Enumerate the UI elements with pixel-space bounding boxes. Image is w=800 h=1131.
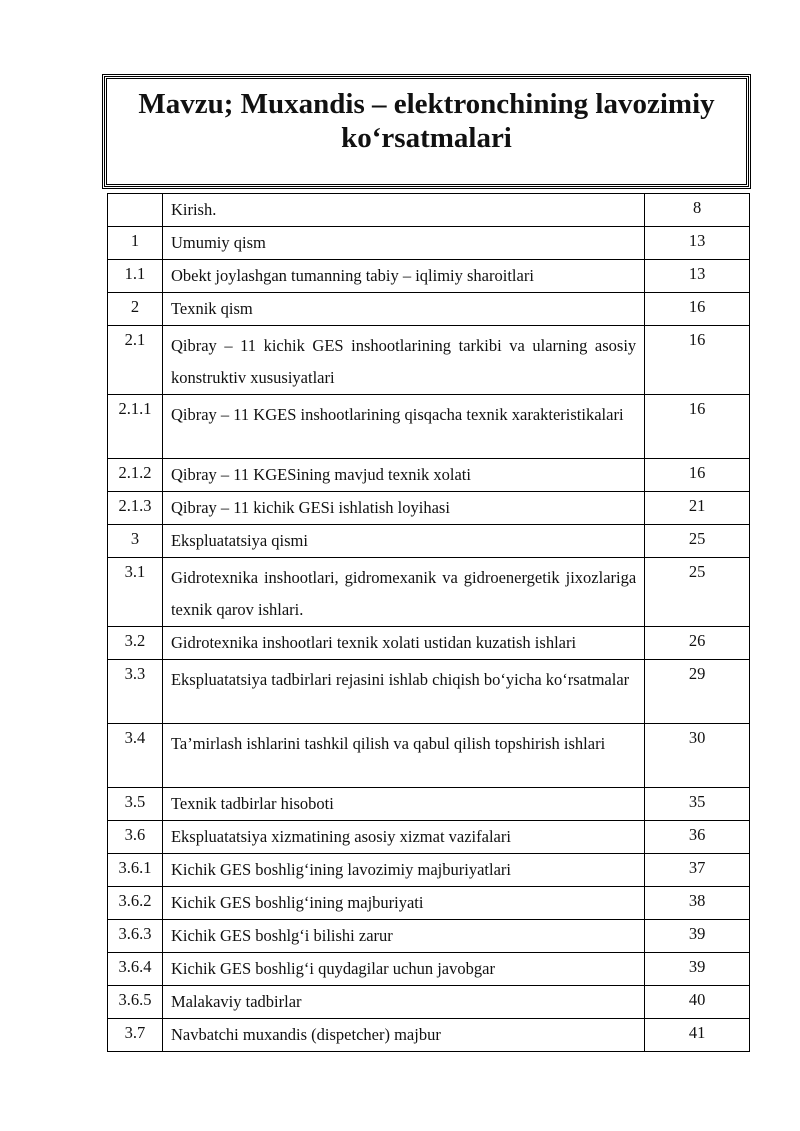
toc-row	[108, 887, 750, 920]
toc-row	[108, 627, 750, 660]
toc-number: 3.6	[108, 821, 163, 854]
toc-page-number: 16	[645, 459, 750, 492]
toc-entry-text: Texnik tadbirlar hisoboti	[162, 788, 644, 821]
toc-entry-text: Ekspluatatsiya qismi	[162, 525, 644, 558]
toc-row	[108, 260, 750, 293]
toc-entry-text: Ta’mirlash ishlarini tashkil qilish va qabul qilish topshirish ishlari	[162, 724, 644, 788]
toc-number: 3.6.2	[108, 887, 163, 920]
toc-row	[108, 854, 750, 887]
toc-page-number: 21	[645, 492, 750, 525]
toc-entry-text: Qibray – 11 kichik GESi ishlatish loyihasi	[162, 492, 644, 525]
toc-entry-text: Ekspluatatsiya xizmatining asosiy xizmat vazifalari	[162, 821, 644, 854]
toc-row	[108, 395, 750, 459]
toc-number: 3.7	[108, 1019, 163, 1052]
toc-page-number: 16	[645, 326, 750, 395]
toc-number: 1.1	[108, 260, 163, 293]
toc-number: 2.1.3	[108, 492, 163, 525]
toc-row	[108, 986, 750, 1019]
toc-number: 2.1.2	[108, 459, 163, 492]
toc-row	[108, 459, 750, 492]
toc-page-number: 35	[645, 788, 750, 821]
toc-entry-text: Gidrotexnika inshootlari texnik xolati ustidan kuzatish ishlari	[162, 627, 644, 660]
toc-entry-text: Navbatchi muxandis (dispetcher) majbur	[162, 1019, 644, 1052]
toc-page-number: 41	[645, 1019, 750, 1052]
toc-row	[108, 492, 750, 525]
toc-number: 2.1	[108, 326, 163, 395]
toc-row	[108, 227, 750, 260]
toc-page-number: 25	[645, 558, 750, 627]
toc-entry-text: Kichik GES boshlig‘ining lavozimiy majburiyatlari	[162, 854, 644, 887]
toc-row	[108, 194, 750, 227]
toc-entry-text: Kichik GES boshlig‘ining majburiyati	[162, 887, 644, 920]
toc-row	[108, 525, 750, 558]
toc-number: 3.2	[108, 627, 163, 660]
toc-entry-text: Umumiy qism	[162, 227, 644, 260]
toc-number: 1	[108, 227, 163, 260]
toc-entry-text: Obekt joylashgan tumanning tabiy – iqlimiy sharoitlari	[162, 260, 644, 293]
toc-page-number: 39	[645, 953, 750, 986]
toc-page-number: 30	[645, 724, 750, 788]
toc-entry-text: Qibray – 11 KGESining mavjud texnik xolati	[162, 459, 644, 492]
toc-page-number: 25	[645, 525, 750, 558]
toc-page-number: 39	[645, 920, 750, 953]
toc-entry-text: Gidrotexnika inshootlari, gidromexanik va gidroenergetik jixozlariga texnik qarov ishlari.	[162, 558, 644, 627]
toc-entry-text: Texnik qism	[162, 293, 644, 326]
toc-number: 2.1.1	[108, 395, 163, 459]
toc-row	[108, 326, 750, 395]
toc-number: 3.6.3	[108, 920, 163, 953]
toc-row	[108, 1019, 750, 1052]
toc-page-number: 13	[645, 227, 750, 260]
toc-number: 3	[108, 525, 163, 558]
toc-body	[108, 194, 750, 1052]
toc-row	[108, 788, 750, 821]
toc-row	[108, 558, 750, 627]
toc-page-number: 36	[645, 821, 750, 854]
toc-number: 3.3	[108, 660, 163, 724]
toc-row	[108, 953, 750, 986]
toc-page-number: 16	[645, 395, 750, 459]
toc-entry-text: Malakaviy tadbirlar	[162, 986, 644, 1019]
toc-number: 3.6.5	[108, 986, 163, 1019]
toc-page-number: 40	[645, 986, 750, 1019]
toc-page-number: 37	[645, 854, 750, 887]
document-title: Mavzu; Muxandis – elektronchining lavozimiy ko‘rsatmalari	[138, 88, 715, 154]
toc-entry-text: Kichik GES boshlg‘i bilishi zarur	[162, 920, 644, 953]
toc-page-number: 16	[645, 293, 750, 326]
toc-row	[108, 293, 750, 326]
toc-entry-text: Kirish.	[162, 194, 644, 227]
table-of-contents	[107, 193, 750, 1052]
toc-page-number: 38	[645, 887, 750, 920]
toc-number: 3.6.1	[108, 854, 163, 887]
toc-number: 3.4	[108, 724, 163, 788]
toc-number: 3.6.4	[108, 953, 163, 986]
toc-row	[108, 821, 750, 854]
toc-number	[108, 194, 163, 227]
toc-page-number: 29	[645, 660, 750, 724]
toc-page-number: 26	[645, 627, 750, 660]
toc-number: 2	[108, 293, 163, 326]
toc-number: 3.1	[108, 558, 163, 627]
toc-row	[108, 724, 750, 788]
toc-row	[108, 660, 750, 724]
toc-entry-text: Ekspluatatsiya tadbirlari rejasini ishlab chiqish bo‘yicha ko‘rsatmalar	[162, 660, 644, 724]
toc-page-number: 13	[645, 260, 750, 293]
toc-row	[108, 920, 750, 953]
toc-entry-text: Qibray – 11 kichik GES inshootlarining tarkibi va ularning asosiy konstruktiv xususiyatlari	[162, 326, 644, 395]
toc-entry-text: Qibray – 11 KGES inshootlarining qisqacha texnik xarakteristikalari	[162, 395, 644, 459]
toc-page-number: 8	[645, 194, 750, 227]
toc-entry-text: Kichik GES boshlig‘i quydagilar uchun javobgar	[162, 953, 644, 986]
title-box	[104, 76, 749, 187]
toc-number: 3.5	[108, 788, 163, 821]
